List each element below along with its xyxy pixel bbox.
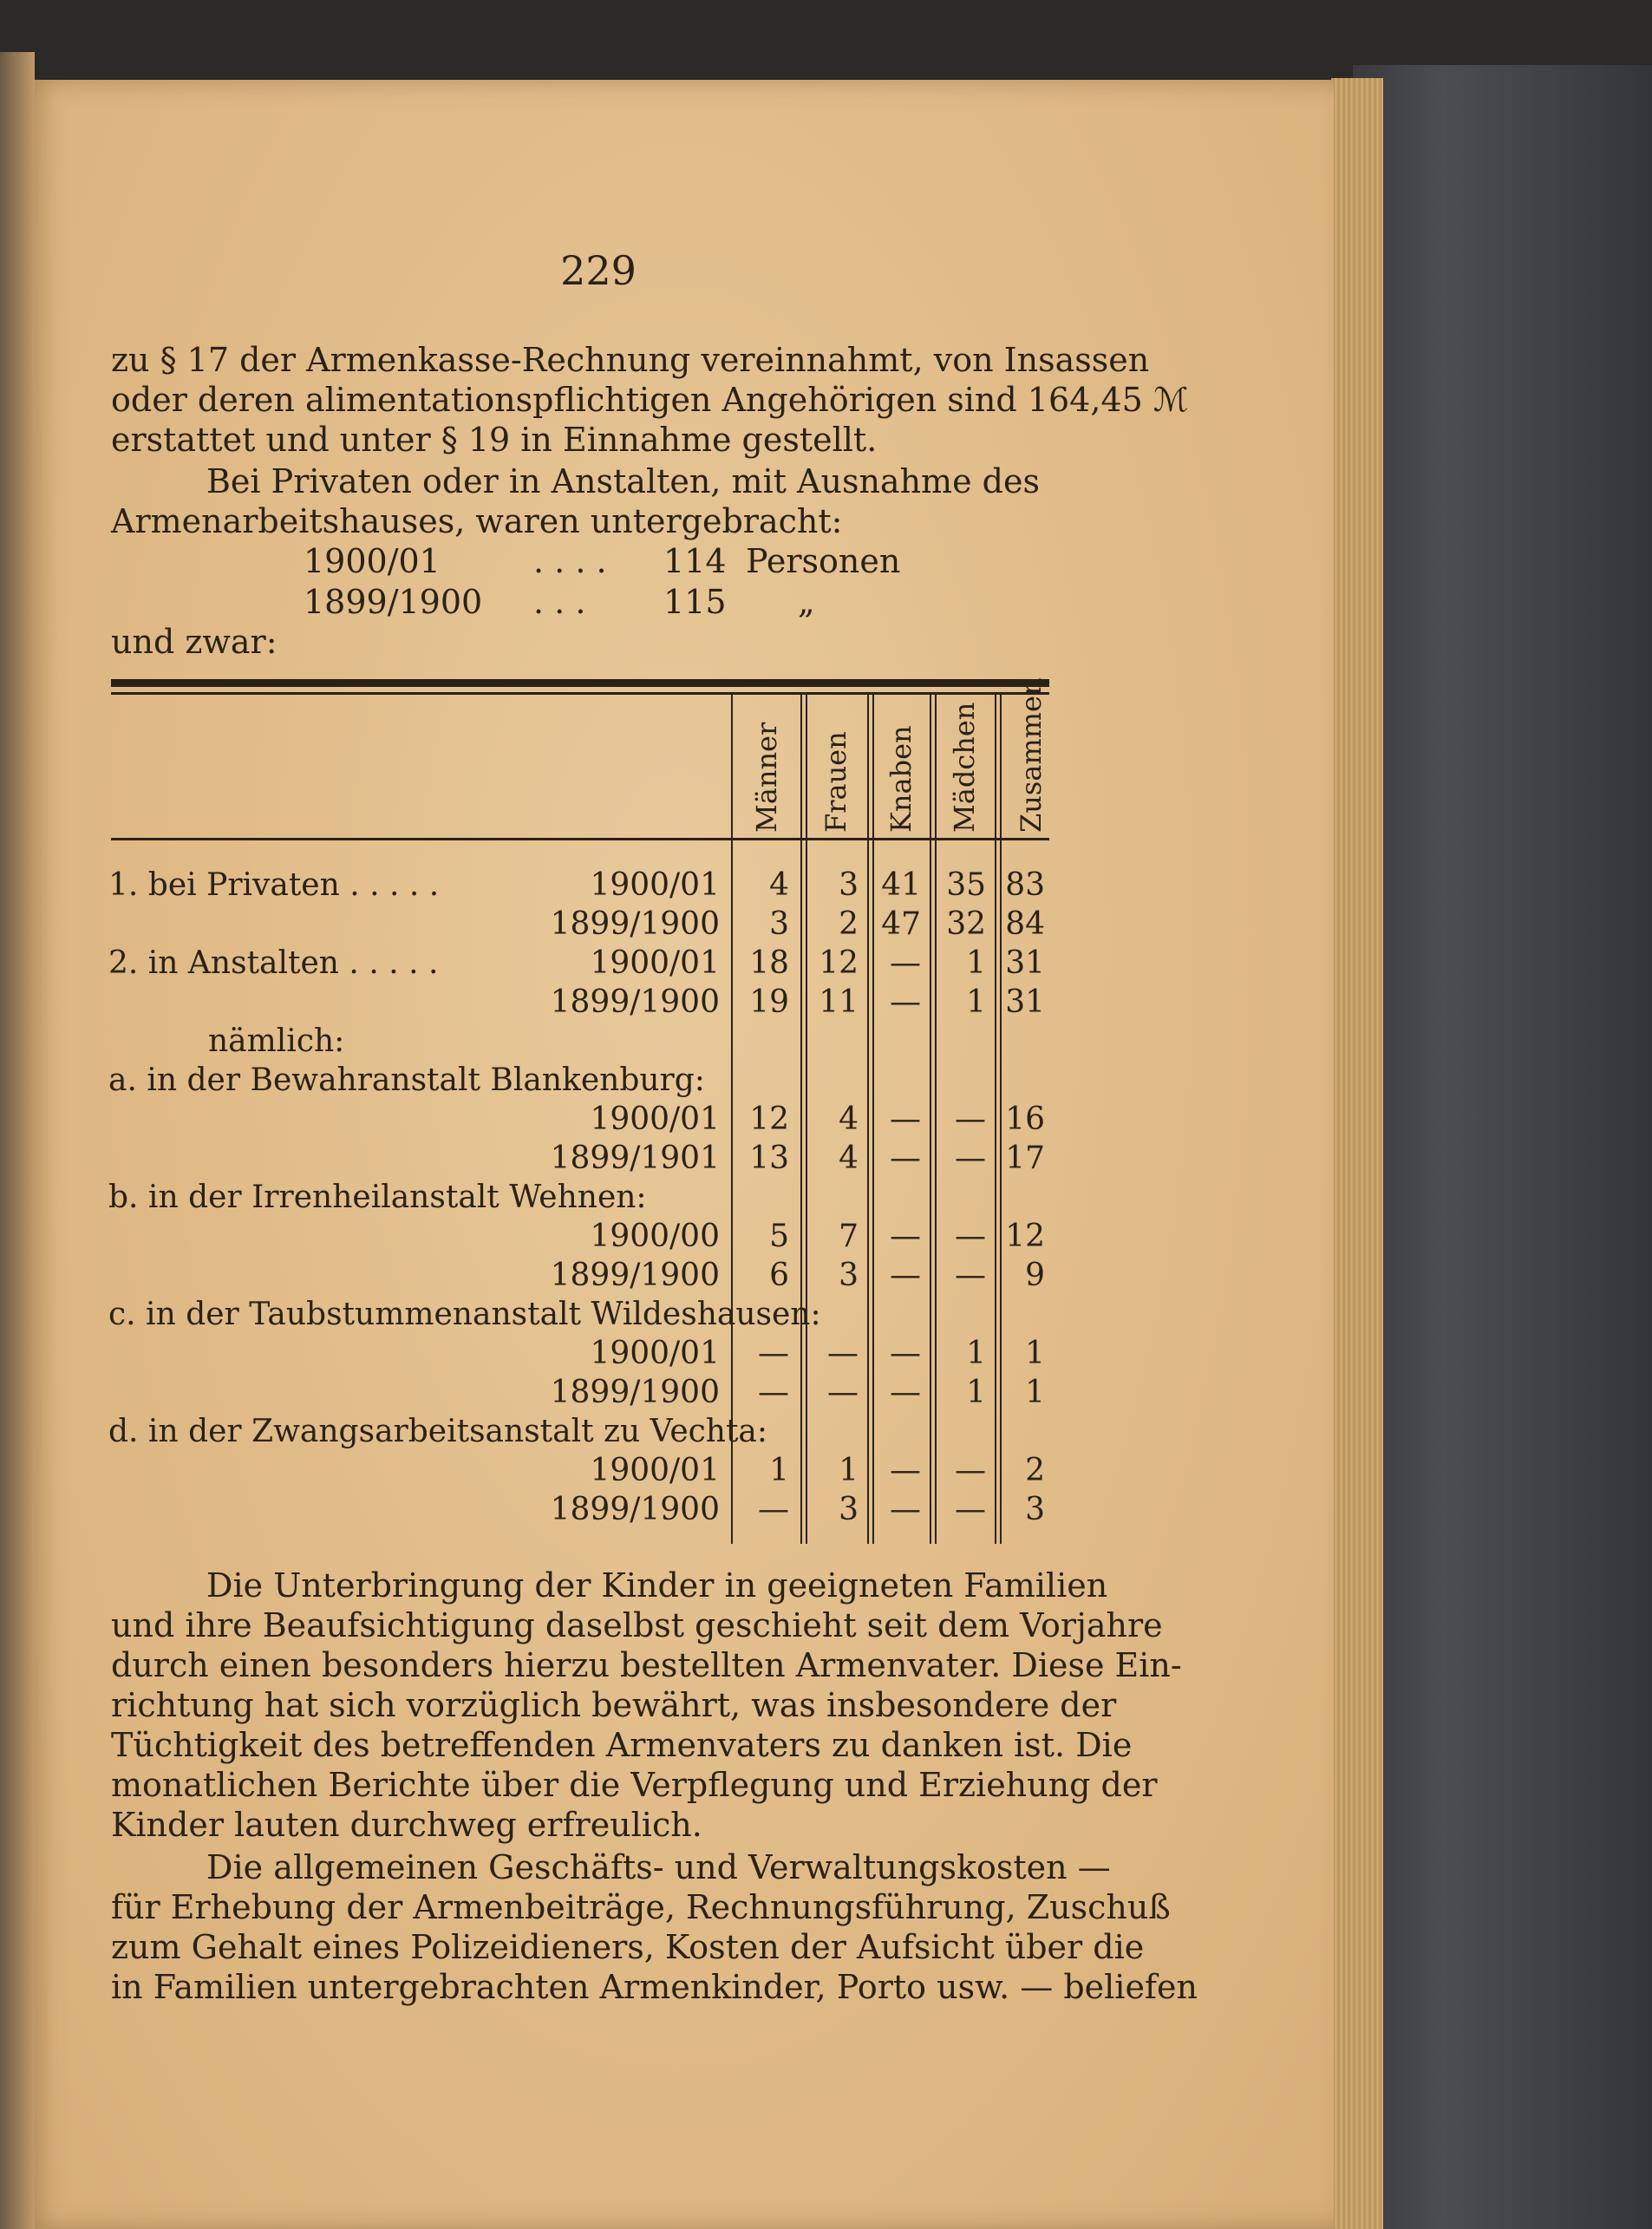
text-line: oder deren alimentationspflichtigen Angehörigen sind 164,45 ℳ [111, 381, 1189, 419]
table-cell: — [890, 1101, 921, 1137]
text-line: Bei Privaten oder in Anstalten, mit Ausnahme des [206, 462, 1040, 500]
column-divider [930, 694, 931, 1544]
table-cell: 31 [1005, 945, 1045, 981]
row-label: d. in der Zwangsarbeitsanstalt zu Vechta: [108, 1414, 768, 1449]
und-zwar-label: und zwar: [111, 623, 278, 661]
text-line: und ihre Beaufsichtigung daselbst geschieht seit dem Vorjahre [111, 1606, 1163, 1644]
summary-count: 115 [663, 583, 727, 621]
table-cell: 4 [769, 867, 789, 903]
table-cell: 16 [1005, 1101, 1045, 1137]
row-year: 1900/01 [590, 1336, 720, 1371]
summary-year: 1900/01 [304, 542, 441, 580]
row-year: 1900/01 [590, 867, 720, 903]
row-year: 1899/1900 [550, 984, 720, 1020]
table-cell: 3 [839, 867, 859, 903]
table-cell: — [827, 1336, 859, 1371]
row-label: c. in der Taubstummenanstalt Wildeshausen: [108, 1297, 821, 1332]
table-header-rule [111, 838, 1049, 840]
column-header-knaben: Knaben [885, 725, 917, 833]
text-line: monatlichen Berichte über die Verpflegung und Erziehung der [111, 1766, 1158, 1804]
intro-paragraph [111, 340, 1189, 460]
table-cell: — [890, 1141, 921, 1176]
summary-count: 114 [663, 542, 727, 580]
table-cell: — [890, 1219, 921, 1254]
text-line: zum Gehalt eines Polizeidieners, Kosten der Aufsicht über die [111, 1928, 1145, 1966]
text-line: Tüchtigkeit des betreffenden Armenvaters zu danken ist. Die [111, 1726, 1133, 1764]
table-cell: 1 [966, 1336, 986, 1371]
table-cell: 3 [839, 1258, 859, 1293]
table-cell: — [890, 1492, 921, 1527]
table-cell: 35 [946, 867, 986, 903]
text-line: Armenarbeitshauses, waren untergebracht: [111, 502, 843, 540]
table-cell: 13 [749, 1141, 789, 1176]
table-cell: 3 [769, 906, 789, 942]
table-cell: 32 [946, 906, 986, 942]
table-top-rule-thin [111, 692, 1049, 695]
page-edges [1331, 78, 1383, 2229]
table-cell: 11 [819, 984, 859, 1020]
table-cell: 7 [839, 1219, 859, 1254]
table-cell: 12 [1005, 1219, 1045, 1254]
table-cell: — [955, 1258, 986, 1293]
table-cell: — [890, 1336, 921, 1371]
table-cell: 5 [769, 1219, 789, 1254]
table-top-rule [111, 679, 1049, 687]
table-cell: 1 [769, 1453, 789, 1488]
table-cell: 9 [1025, 1258, 1045, 1293]
column-divider [872, 694, 874, 1544]
summary-unit: Personen [746, 542, 901, 580]
text-line: für Erhebung der Armenbeiträge, Rechnungsführung, Zuschuß [111, 1888, 1171, 1926]
table-cell: — [955, 1219, 986, 1254]
table-cell: — [890, 984, 921, 1020]
table-cell: 1 [966, 945, 986, 981]
table-cell: — [955, 1101, 986, 1137]
table-cell: 12 [749, 1101, 789, 1137]
column-header-zusammen: Zusammen [1015, 677, 1048, 833]
table-cell: 12 [819, 945, 859, 981]
summary-dots: . . . . [533, 542, 607, 580]
table-cell: 47 [881, 906, 921, 942]
row-year: 1900/01 [590, 945, 720, 981]
paragraph-2 [111, 461, 1048, 541]
text-line: erstattet und unter § 19 in Einnahme gestellt. [111, 421, 878, 459]
table-cell: 3 [1025, 1492, 1045, 1527]
text-line: Die Unterbringung der Kinder in geeigneten Familien [206, 1566, 1108, 1605]
row-year: 1899/1900 [550, 906, 720, 942]
row-year: 1900/01 [590, 1453, 720, 1488]
table-cell: 1 [966, 984, 986, 1020]
column-divider [867, 694, 869, 1544]
table-cell: 18 [749, 945, 789, 981]
table-cell: — [890, 945, 921, 981]
table-cell: 4 [839, 1101, 859, 1137]
table-cell: — [758, 1336, 789, 1371]
table-cell: 1 [1025, 1375, 1045, 1410]
text-line: in Familien untergebrachten Armenkinder, Porto usw. — beliefen [111, 1968, 1198, 2006]
text-line: zu § 17 der Armenkasse-Rechnung vereinnahmt, von Insassen [111, 341, 1150, 379]
column-divider [1000, 694, 1002, 1544]
table-cell: 17 [1005, 1141, 1045, 1176]
table-cell: — [955, 1141, 986, 1176]
row-label: 1. bei Privaten . . . . . [108, 867, 440, 903]
table-cell: — [955, 1492, 986, 1527]
table-cell: 19 [749, 984, 789, 1020]
row-label: 2. in Anstalten . . . . . [108, 945, 439, 981]
table-cell: 6 [769, 1258, 789, 1293]
table-cell: 2 [1025, 1453, 1045, 1488]
column-header-maenner: Männer [750, 722, 783, 833]
row-label: a. in der Bewahranstalt Blankenburg: [108, 1062, 705, 1098]
row-year: 1900/01 [590, 1101, 720, 1137]
text-line: Kinder lauten durchweg erfreulich. [111, 1806, 702, 1844]
row-label: nämlich: [208, 1023, 345, 1059]
row-label: b. in der Irrenheilanstalt Wehnen: [108, 1180, 647, 1215]
book-spine [0, 52, 35, 2229]
text-line: Die allgemeinen Geschäfts- und Verwaltungskosten — [206, 1848, 1111, 1886]
paragraph-4 [111, 1847, 1198, 2007]
table-cell: 1 [966, 1375, 986, 1410]
table-cell: 31 [1005, 984, 1045, 1020]
column-header-frauen: Frauen [819, 731, 852, 833]
page-number: 229 [560, 247, 637, 294]
row-year: 1899/1900 [550, 1375, 720, 1410]
summary-dots: . . . [533, 583, 586, 621]
table-cell: — [827, 1375, 859, 1410]
row-year: 1900/00 [590, 1219, 720, 1254]
table-cell: — [890, 1453, 921, 1488]
text-line: richtung hat sich vorzüglich bewährt, was insbesondere der [111, 1686, 1117, 1724]
table-cell: — [758, 1375, 789, 1410]
table-cell: 1 [1025, 1336, 1045, 1371]
table-cell: — [890, 1375, 921, 1410]
book-cover-right [1353, 65, 1652, 2229]
row-year: 1899/1901 [550, 1141, 720, 1176]
column-divider [935, 694, 937, 1544]
table-cell: 84 [1005, 906, 1045, 942]
summary-year: 1899/1900 [304, 583, 483, 621]
table-cell: 41 [881, 867, 921, 903]
row-year: 1899/1900 [550, 1258, 720, 1293]
row-year: 1899/1900 [550, 1492, 720, 1527]
paragraph-3 [111, 1566, 1182, 1845]
column-divider [806, 694, 807, 1544]
text-line: durch einen besonders hierzu bestellten Armenvater. Diese Ein- [111, 1646, 1182, 1684]
table-cell: — [955, 1453, 986, 1488]
table-cell: 1 [839, 1453, 859, 1488]
summary-unit: „ [798, 583, 815, 621]
column-divider [995, 694, 996, 1544]
table-cell: 2 [839, 906, 859, 942]
table-cell: 83 [1005, 867, 1045, 903]
table-cell: — [758, 1492, 789, 1527]
column-header-maedchen: Mädchen [948, 702, 981, 833]
column-divider [800, 694, 802, 1544]
table-cell: 3 [839, 1492, 859, 1527]
table-cell: 4 [839, 1141, 859, 1176]
table-cell: — [890, 1258, 921, 1293]
